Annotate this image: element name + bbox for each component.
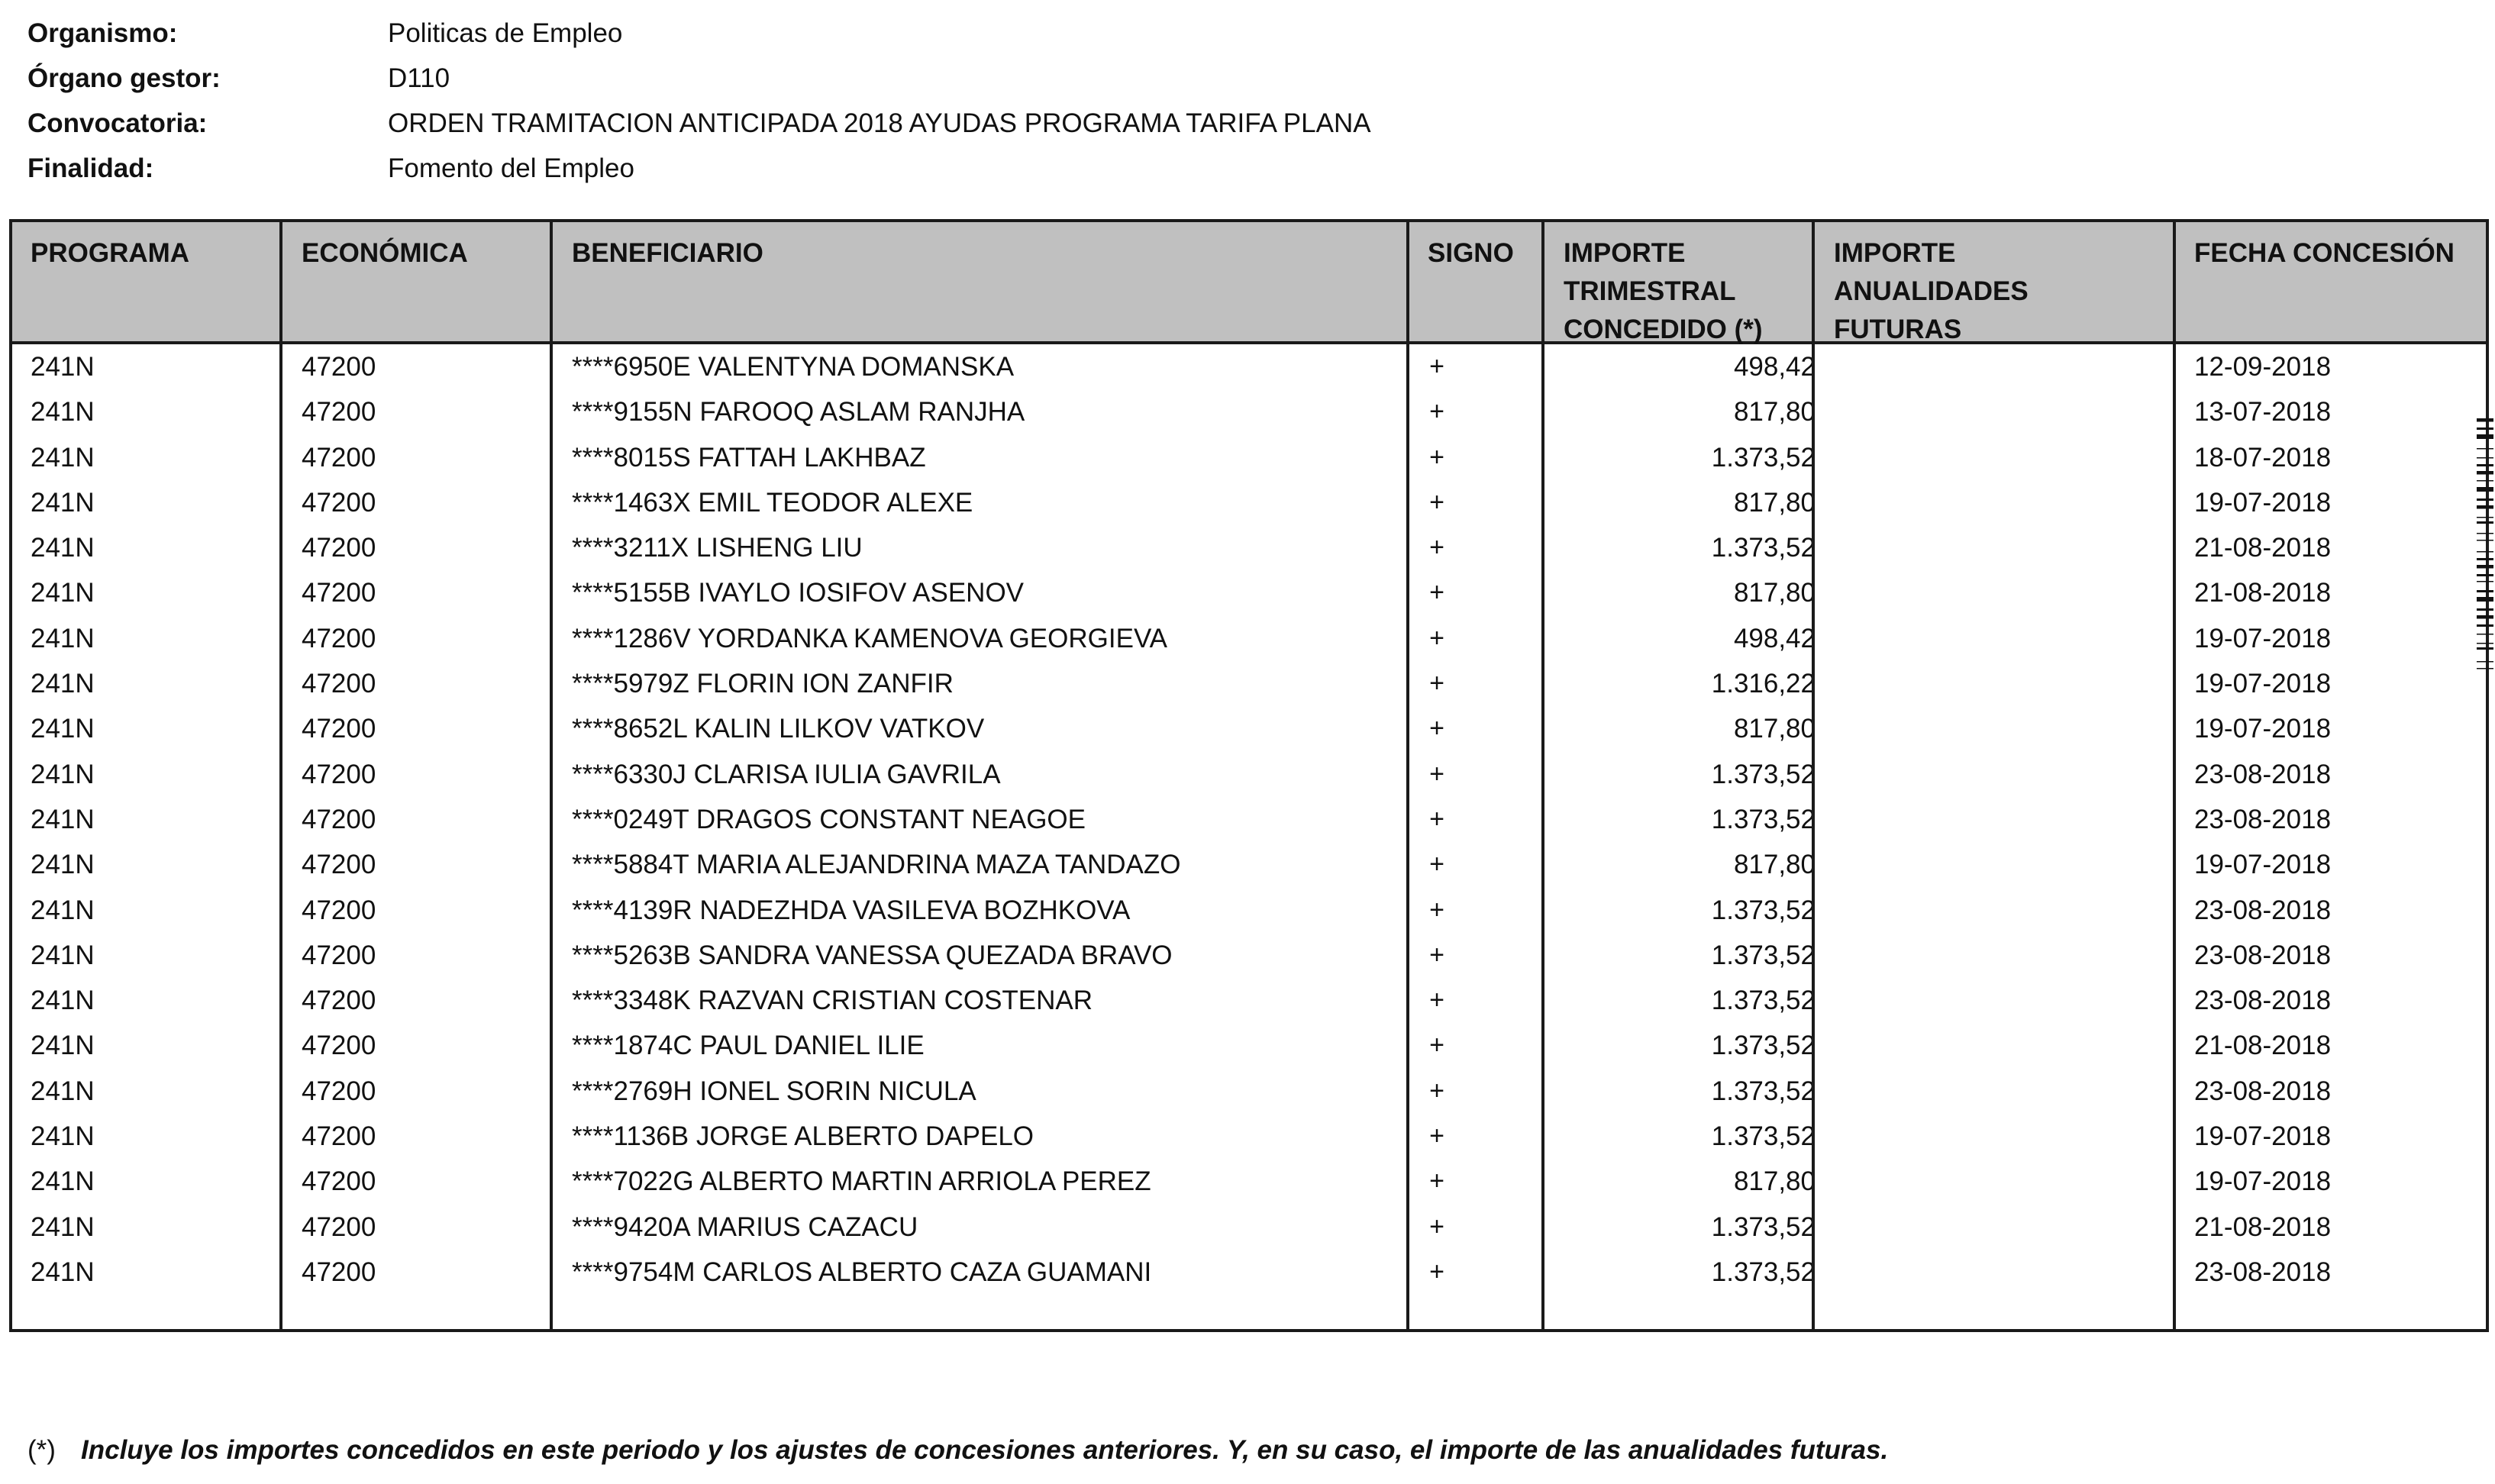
cell-fecha: 23-08-2018 bbox=[2194, 759, 2332, 789]
cell-fecha: 19-07-2018 bbox=[2194, 714, 2332, 744]
cell-programa: 241N bbox=[31, 397, 95, 427]
cell-fecha: 19-07-2018 bbox=[2194, 487, 2332, 518]
table-row bbox=[12, 752, 2486, 797]
cell-signo: + bbox=[1429, 352, 1444, 381]
cell-importe: 817,80 bbox=[1733, 397, 1816, 427]
cell-fecha: 23-08-2018 bbox=[2194, 940, 2332, 970]
cell-fecha: 13-07-2018 bbox=[2194, 397, 2332, 427]
table-row bbox=[12, 661, 2486, 706]
cell-fecha: 19-07-2018 bbox=[2194, 669, 2332, 699]
cell-fecha: 21-08-2018 bbox=[2194, 1211, 2332, 1242]
cell-programa: 241N bbox=[31, 895, 95, 925]
cell-signo: + bbox=[1429, 578, 1444, 608]
cell-economica: 47200 bbox=[302, 669, 376, 699]
column-header-beneficiario: BENEFICIARIO bbox=[572, 238, 763, 268]
table-row bbox=[12, 1023, 2486, 1068]
table-row bbox=[12, 570, 2486, 615]
cell-programa: 241N bbox=[31, 533, 95, 563]
cell-beneficiario: ****5155B IVAYLO IOSIFOV ASENOV bbox=[572, 578, 1025, 608]
cell-fecha: 21-08-2018 bbox=[2194, 533, 2332, 563]
cell-programa: 241N bbox=[31, 1166, 95, 1197]
cell-economica: 47200 bbox=[302, 759, 376, 789]
grants-table bbox=[9, 219, 2489, 1332]
cell-programa: 241N bbox=[31, 714, 95, 744]
cell-economica: 47200 bbox=[302, 442, 376, 473]
cell-economica: 47200 bbox=[302, 804, 376, 834]
importe-trimestral-line-1: IMPORTE bbox=[1564, 238, 1686, 268]
cell-signo: + bbox=[1429, 487, 1444, 517]
finalidad-value: Fomento del Empleo bbox=[388, 153, 634, 183]
cell-signo: + bbox=[1429, 895, 1444, 924]
cell-programa: 241N bbox=[31, 850, 95, 880]
cell-signo: + bbox=[1429, 1257, 1444, 1286]
table-row bbox=[12, 435, 2486, 480]
column-header-programa: PROGRAMA bbox=[31, 238, 190, 268]
cell-importe: 1.373,52 bbox=[1711, 1121, 1816, 1152]
cell-economica: 47200 bbox=[302, 940, 376, 970]
cell-programa: 241N bbox=[31, 352, 95, 382]
cell-beneficiario: ****1874C PAUL DANIEL ILIE bbox=[572, 1031, 925, 1061]
cell-signo: + bbox=[1429, 986, 1444, 1015]
finalidad-label: Finalidad: bbox=[27, 153, 154, 183]
cell-signo: + bbox=[1429, 850, 1444, 879]
cell-beneficiario: ****7022G ALBERTO MARTIN ARRIOLA PEREZ bbox=[572, 1166, 1151, 1197]
cell-programa: 241N bbox=[31, 578, 95, 608]
column-header-economica: ECONÓMICA bbox=[302, 238, 468, 268]
document-header bbox=[27, 11, 1371, 191]
cell-programa: 241N bbox=[31, 940, 95, 970]
meta-row-convocatoria bbox=[27, 101, 1371, 146]
cell-signo: + bbox=[1429, 1076, 1444, 1105]
cell-importe: 498,42 bbox=[1733, 623, 1816, 653]
cell-economica: 47200 bbox=[302, 1031, 376, 1061]
cell-programa: 241N bbox=[31, 804, 95, 834]
table-row bbox=[12, 344, 2486, 389]
cell-fecha: 23-08-2018 bbox=[2194, 895, 2332, 925]
cell-economica: 47200 bbox=[302, 578, 376, 608]
table-row bbox=[12, 1250, 2486, 1295]
column-header-signo: SIGNO bbox=[1428, 238, 1514, 268]
cell-programa: 241N bbox=[31, 623, 95, 653]
cell-beneficiario: ****5263B SANDRA VANESSA QUEZADA BRAVO bbox=[572, 940, 1173, 970]
cell-fecha: 18-07-2018 bbox=[2194, 442, 2332, 473]
cell-importe: 817,80 bbox=[1733, 578, 1816, 608]
cell-economica: 47200 bbox=[302, 487, 376, 518]
cell-economica: 47200 bbox=[302, 850, 376, 880]
table-row bbox=[12, 1205, 2486, 1250]
cell-fecha: 21-08-2018 bbox=[2194, 578, 2332, 608]
convocatoria-value: ORDEN TRAMITACION ANTICIPADA 2018 AYUDAS PROGRAMA TARIFA PLANA bbox=[388, 108, 1371, 138]
cell-importe: 1.373,52 bbox=[1711, 442, 1816, 473]
cell-fecha: 19-07-2018 bbox=[2194, 623, 2332, 653]
cell-fecha: 12-09-2018 bbox=[2194, 352, 2332, 382]
cell-importe: 1.373,52 bbox=[1711, 533, 1816, 563]
cell-economica: 47200 bbox=[302, 1121, 376, 1152]
cell-signo: + bbox=[1429, 1166, 1444, 1196]
table-row bbox=[12, 389, 2486, 434]
cell-economica: 47200 bbox=[302, 1166, 376, 1197]
cell-fecha: 23-08-2018 bbox=[2194, 1257, 2332, 1287]
column-header-importe-anualidades bbox=[1834, 234, 2029, 349]
table-row bbox=[12, 525, 2486, 570]
cell-signo: + bbox=[1429, 623, 1444, 653]
table-row bbox=[12, 1114, 2486, 1159]
cell-importe: 1.373,52 bbox=[1711, 1076, 1816, 1106]
column-header-importe-trimestral bbox=[1564, 234, 1763, 349]
cell-signo: + bbox=[1429, 1031, 1444, 1060]
cell-fecha: 23-08-2018 bbox=[2194, 804, 2332, 834]
footnote bbox=[27, 1435, 1888, 1466]
cell-beneficiario: ****9155N FAROOQ ASLAM RANJHA bbox=[572, 397, 1025, 427]
cell-importe: 817,80 bbox=[1733, 714, 1816, 744]
cell-programa: 241N bbox=[31, 1076, 95, 1106]
organo-gestor-label: Órgano gestor: bbox=[27, 63, 221, 93]
cell-beneficiario: ****8015S FATTAH LAKHBAZ bbox=[572, 442, 926, 473]
cell-importe: 1.316,22 bbox=[1711, 669, 1816, 699]
importe-trimestral-line-3: CONCEDIDO (*) bbox=[1564, 315, 1763, 344]
cell-fecha: 19-07-2018 bbox=[2194, 1166, 2332, 1197]
cell-fecha: 19-07-2018 bbox=[2194, 850, 2332, 880]
cell-programa: 241N bbox=[31, 1121, 95, 1152]
cell-importe: 1.373,52 bbox=[1711, 895, 1816, 925]
cell-importe: 1.373,52 bbox=[1711, 759, 1816, 789]
cell-economica: 47200 bbox=[302, 986, 376, 1016]
cell-programa: 241N bbox=[31, 442, 95, 473]
cell-signo: + bbox=[1429, 669, 1444, 698]
table-row bbox=[12, 1069, 2486, 1114]
table-row bbox=[12, 706, 2486, 751]
cell-importe: 1.373,52 bbox=[1711, 1211, 1816, 1242]
cell-importe: 1.373,52 bbox=[1711, 804, 1816, 834]
cell-programa: 241N bbox=[31, 1031, 95, 1061]
cell-signo: + bbox=[1429, 759, 1444, 789]
meta-row-organo-gestor bbox=[27, 56, 1371, 101]
cell-economica: 47200 bbox=[302, 895, 376, 925]
importe-anualidades-line-1: IMPORTE bbox=[1834, 238, 1956, 268]
cell-importe: 817,80 bbox=[1733, 487, 1816, 518]
organismo-label: Organismo: bbox=[27, 18, 178, 48]
cell-importe: 1.373,52 bbox=[1711, 1031, 1816, 1061]
cell-beneficiario: ****5884T MARIA ALEJANDRINA MAZA TANDAZO bbox=[572, 850, 1181, 880]
cell-fecha: 23-08-2018 bbox=[2194, 1076, 2332, 1106]
cell-fecha: 19-07-2018 bbox=[2194, 1121, 2332, 1152]
table-row bbox=[12, 797, 2486, 842]
cell-signo: + bbox=[1429, 1121, 1444, 1151]
cell-beneficiario: ****8652L KALIN LILKOV VATKOV bbox=[572, 714, 985, 744]
cell-programa: 241N bbox=[31, 986, 95, 1016]
cell-importe: 817,80 bbox=[1733, 1166, 1816, 1197]
cell-importe: 1.373,52 bbox=[1711, 940, 1816, 970]
table-row bbox=[12, 888, 2486, 933]
organismo-value: Politicas de Empleo bbox=[388, 18, 623, 48]
column-header-fecha-concesion: FECHA CONCESIÓN bbox=[2194, 238, 2455, 268]
cell-beneficiario: ****2769H IONEL SORIN NICULA bbox=[572, 1076, 976, 1106]
cell-beneficiario: ****1136B JORGE ALBERTO DAPELO bbox=[572, 1121, 1034, 1152]
cell-beneficiario: ****3211X LISHENG LIU bbox=[572, 533, 863, 563]
cell-signo: + bbox=[1429, 397, 1444, 427]
cell-signo: + bbox=[1429, 1211, 1444, 1241]
table-row bbox=[12, 933, 2486, 978]
meta-row-organismo bbox=[27, 11, 1371, 56]
cell-signo: + bbox=[1429, 714, 1444, 744]
table-row bbox=[12, 1159, 2486, 1204]
cell-beneficiario: ****6330J CLARISA IULIA GAVRILA bbox=[572, 759, 1001, 789]
cell-programa: 241N bbox=[31, 669, 95, 699]
importe-anualidades-line-2: ANUALIDADES bbox=[1834, 276, 2029, 306]
cell-fecha: 23-08-2018 bbox=[2194, 986, 2332, 1016]
cell-programa: 241N bbox=[31, 487, 95, 518]
cell-importe: 1.373,52 bbox=[1711, 986, 1816, 1016]
table-row bbox=[12, 480, 2486, 525]
cell-programa: 241N bbox=[31, 759, 95, 789]
cell-beneficiario: ****9754M CARLOS ALBERTO CAZA GUAMANI bbox=[572, 1257, 1152, 1287]
cell-signo: + bbox=[1429, 940, 1444, 969]
cell-importe: 498,42 bbox=[1733, 352, 1816, 382]
cell-importe: 1.373,52 bbox=[1711, 1257, 1816, 1287]
meta-row-finalidad bbox=[27, 146, 1371, 191]
table-row bbox=[12, 978, 2486, 1023]
cell-beneficiario: ****0249T DRAGOS CONSTANT NEAGOE bbox=[572, 804, 1086, 834]
cell-signo: + bbox=[1429, 804, 1444, 834]
cell-beneficiario: ****1463X EMIL TEODOR ALEXE bbox=[572, 487, 973, 518]
cell-beneficiario: ****3348K RAZVAN CRISTIAN COSTENAR bbox=[572, 986, 1093, 1016]
cell-fecha: 21-08-2018 bbox=[2194, 1031, 2332, 1061]
cell-importe: 817,80 bbox=[1733, 850, 1816, 880]
table-row bbox=[12, 842, 2486, 887]
cell-economica: 47200 bbox=[302, 714, 376, 744]
table-header bbox=[12, 222, 2486, 344]
cell-economica: 47200 bbox=[302, 533, 376, 563]
convocatoria-label: Convocatoria: bbox=[27, 108, 208, 138]
cell-economica: 47200 bbox=[302, 352, 376, 382]
cell-beneficiario: ****5979Z FLORIN ION ZANFIR bbox=[572, 669, 954, 699]
cell-economica: 47200 bbox=[302, 397, 376, 427]
cell-signo: + bbox=[1429, 533, 1444, 563]
cell-beneficiario: ****4139R NADEZHDA VASILEVA BOZHKOVA bbox=[572, 895, 1131, 925]
organo-gestor-value: D110 bbox=[388, 63, 450, 93]
cell-programa: 241N bbox=[31, 1211, 95, 1242]
table-body bbox=[12, 344, 2486, 1295]
barcode-icon bbox=[2477, 418, 2493, 701]
cell-beneficiario: ****6950E VALENTYNA DOMANSKA bbox=[572, 352, 1015, 382]
cell-economica: 47200 bbox=[302, 1076, 376, 1106]
footnote-mark: (*) bbox=[27, 1435, 56, 1465]
table-row bbox=[12, 616, 2486, 661]
cell-signo: + bbox=[1429, 442, 1444, 472]
cell-programa: 241N bbox=[31, 1257, 95, 1287]
importe-anualidades-line-3: FUTURAS bbox=[1834, 315, 1962, 344]
cell-beneficiario: ****1286V YORDANKA KAMENOVA GEORGIEVA bbox=[572, 623, 1168, 653]
cell-beneficiario: ****9420A MARIUS CAZACU bbox=[572, 1211, 918, 1242]
cell-economica: 47200 bbox=[302, 1211, 376, 1242]
footnote-text: Incluye los importes concedidos en este periodo y los ajustes de concesiones anteriores. Y, en su caso, el importe de las anualidades futuras. bbox=[81, 1435, 1889, 1465]
importe-trimestral-line-2: TRIMESTRAL bbox=[1564, 276, 1736, 306]
cell-economica: 47200 bbox=[302, 623, 376, 653]
cell-economica: 47200 bbox=[302, 1257, 376, 1287]
